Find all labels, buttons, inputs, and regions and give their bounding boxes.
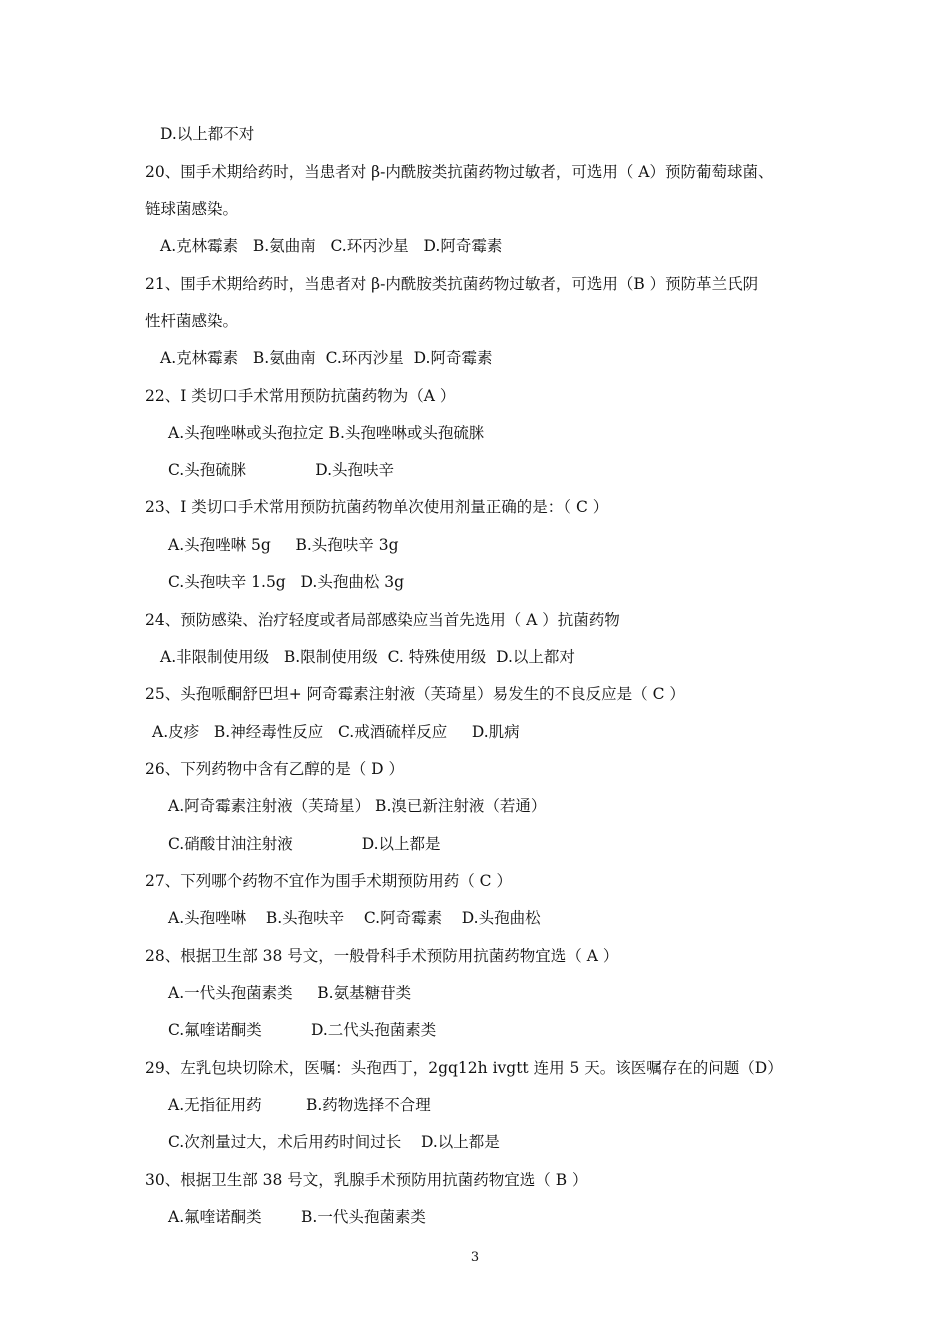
option-line: A.克林霉素 B.氨曲南 C.环丙沙星 D.阿奇霉素 xyxy=(160,349,493,367)
question-30: 30、根据卫生部 38 号文，乳腺手术预防用抗菌药物宜选（ B ） xyxy=(145,1171,588,1189)
question-26: 26、下列药物中含有乙醇的是（ D ） xyxy=(145,760,405,778)
option-line: A.一代头孢菌素类 B.氨基糖苷类 xyxy=(168,984,412,1002)
question-28: 28、根据卫生部 38 号文，一般骨科手术预防用抗菌药物宜选（ A ） xyxy=(145,947,619,965)
question-20: 20、围手术期给药时，当患者对 β-内酰胺类抗菌药物过敏者，可选用（ A）预防葡萄球菌、 xyxy=(145,163,774,181)
option-line: D.以上都不对 xyxy=(160,125,255,143)
option-line: A.无指征用药 B.药物选择不合理 xyxy=(168,1096,431,1114)
option-line: C.头孢硫脒 D.头孢呋辛 xyxy=(168,461,395,479)
option-line: A.头孢唑啉 5g B.头孢呋辛 3g xyxy=(168,536,399,554)
question-23: 23、I 类切口手术常用预防抗菌药物单次使用剂量正确的是：（ C ） xyxy=(145,498,609,516)
option-line: C.次剂量过大，术后用药时间过长 D.以上都是 xyxy=(168,1133,500,1151)
option-line: C.头孢呋辛 1.5g D.头孢曲松 3g xyxy=(168,573,405,591)
question-21: 21、围手术期给药时，当患者对 β-内酰胺类抗菌药物过敏者，可选用（B ）预防革兰氏阴 xyxy=(145,275,759,293)
option-line: A.头孢唑啉 B.头孢呋辛 C.阿奇霉素 D.头孢曲松 xyxy=(168,909,541,927)
option-line: A.氟喹诺酮类 B.一代头孢菌素类 xyxy=(168,1208,426,1226)
question-21-cont: 性杆菌感染。 xyxy=(145,312,239,330)
option-line: C.硝酸甘油注射液 D.以上都是 xyxy=(168,835,441,853)
question-27: 27、下列哪个药物不宜作为围手术期预防用药（ C ） xyxy=(145,872,512,890)
question-25: 25、头孢哌酮舒巴坦+ 阿奇霉素注射液（芙琦星）易发生的不良反应是（ C ） xyxy=(145,685,685,703)
question-29: 29、左乳包块切除术，医嘱：头孢西丁，2gq12h ivgtt 连用 5 天。该医嘱存在的问题（D） xyxy=(145,1059,783,1077)
option-line: A.阿奇霉素注射液（芙琦星） B.溴已新注射液（若通） xyxy=(168,797,547,815)
option-line: C.氟喹诺酮类 D.二代头孢菌素类 xyxy=(168,1021,437,1039)
option-line: A.非限制使用级 B.限制使用级 C. 特殊使用级 D.以上都对 xyxy=(160,648,575,666)
page-number: 3 xyxy=(470,1250,480,1265)
option-line: A.克林霉素 B.氨曲南 C.环丙沙星 D.阿奇霉素 xyxy=(160,237,503,255)
option-line: A.皮疹 B.神经毒性反应 C.戒酒硫样反应 D.肌病 xyxy=(152,723,520,741)
question-20-cont: 链球菌感染。 xyxy=(145,200,239,218)
question-22: 22、I 类切口手术常用预防抗菌药物为（A ） xyxy=(145,387,456,405)
question-24: 24、预防感染、治疗轻度或者局部感染应当首先选用（ A ）抗菌药物 xyxy=(145,611,620,629)
option-line: A.头孢唑啉或头孢拉定 B.头孢唑啉或头孢硫脒 xyxy=(168,424,485,442)
